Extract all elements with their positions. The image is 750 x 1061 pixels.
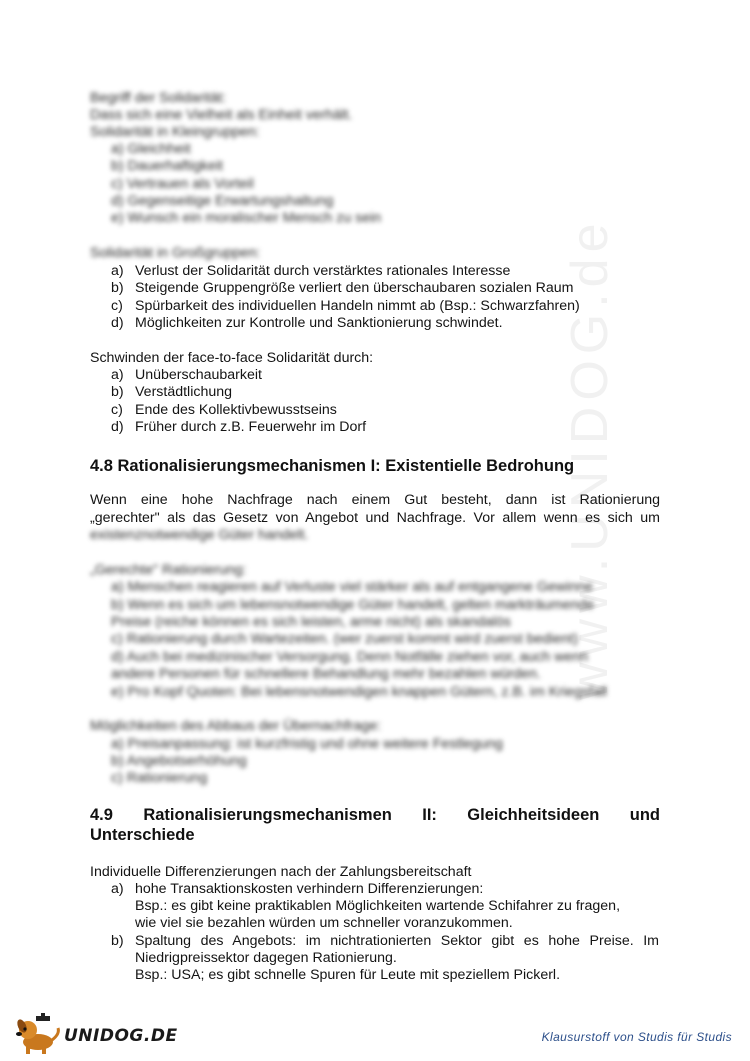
unidog-logo <box>12 1012 178 1056</box>
blurred-list-item: a) Menschen reagieren auf Verluste viel stärker als auf entgangene Gewinne <box>111 579 593 595</box>
blurred-list-item: c) Vertrauen als Vorteil <box>111 176 254 192</box>
blurred-heading: Begriff der Solidarität: <box>90 90 227 106</box>
list-item: b) Spaltung des Angebots: im nichtrationierten Sektor gibt es hohe Preise. Im <box>111 933 659 949</box>
list-item: d) Möglichkeiten zur Kontrolle und Sanktionierung schwindet. <box>111 315 503 331</box>
blurred-text: existenznotwendige Güter handelt. <box>90 527 309 543</box>
blurred-list-item: a) Gleichheit <box>111 141 191 157</box>
blurred-list-item: c) Rationierung durch Wartezeiten. (wer zuerst kommt wird zuerst bedient) <box>111 631 579 647</box>
list-item: b) Steigende Gruppengröße verliert den überschaubaren sozialen Raum <box>111 280 574 296</box>
blurred-heading: „Gerechte" Rationierung: <box>90 562 247 578</box>
blurred-list-item: b) Angebotserhöhung <box>111 753 247 769</box>
blurred-list-item: b) Wenn es sich um lebensnotwendige Güter handelt, gelten markträumende <box>111 597 595 613</box>
logo-text: UNIDOG.DE <box>64 1026 178 1046</box>
paragraph-line: „gerechter" als das Gesetz von Angebot und Nachfrage. Vor allem wenn es sich um <box>90 510 660 526</box>
list-item: c) Ende des Kollektivbewusstseins <box>111 402 337 418</box>
list-item-cont: Niedrigpreissektor dagegen Rationierung. <box>135 950 397 966</box>
paragraph-line: Wenn eine hohe Nachfrage nach einem Gut besteht, dann ist Rationierung <box>90 492 660 508</box>
blurred-heading: Möglichkeiten des Abbaus der Übernachfrage: <box>90 718 382 734</box>
blurred-heading: Solidarität in Großgruppen: <box>90 245 261 261</box>
footer-tagline: Klausurstoff von Studis für Studis <box>541 1030 732 1044</box>
list-item: a) Verlust der Solidarität durch verstärktes rationales Interesse <box>111 263 511 279</box>
blurred-list-item: d) Gegenseitige Erwartungshaltung <box>111 193 334 209</box>
blurred-list-item: b) Dauerhaftigkeit <box>111 158 223 174</box>
list-item-example: Bsp.: es gibt keine praktikablen Möglichkeiten wartende Schifahrer zu fragen, <box>135 898 621 914</box>
list-heading: Schwinden der face-to-face Solidarität durch: <box>90 350 374 366</box>
list-item: a) Unüberschaubarkeit <box>111 367 262 383</box>
list-item-example: Bsp.: USA; es gibt schnelle Spuren für Leute mit speziellem Pickerl. <box>135 967 561 983</box>
blurred-list-item: d) Auch bei medizinischer Versorgung. Denn Notfälle ziehen vor, auch wenn <box>111 649 589 665</box>
list-item-example: wie viel sie bezahlen würden um schneller voranzukommen. <box>135 915 513 931</box>
blurred-text: Dass sich eine Vielheit als Einheit verhält. <box>90 107 353 123</box>
dog-mascot-icon <box>12 1012 68 1056</box>
section-heading: 4.9 Rationalisierungsmechanismen II: Gleichheitsideen und <box>90 806 660 824</box>
section-heading-cont: Unterschiede <box>90 826 195 844</box>
blurred-list-item: c) Rationierung <box>111 770 208 786</box>
list-item: c) Spürbarkeit des individuellen Handeln nimmt ab (Bsp.: Schwarzfahren) <box>111 298 580 314</box>
blurred-list-item: e) Wunsch ein moralischer Mensch zu sein <box>111 210 382 226</box>
list-item: b) Verstädtlichung <box>111 384 233 400</box>
watermark: www.UNIDOG.de <box>561 217 619 700</box>
blurred-list-item: Preise (reiche können es sich leisten, arme nicht) als skandalös <box>111 614 511 630</box>
blurred-list-item: andere Personen für schnellere Behandlung mehr bezahlen würden. <box>111 666 541 682</box>
list-item: d) Früher durch z.B. Feuerwehr im Dorf <box>111 419 367 435</box>
blurred-heading: Solidarität in Kleingruppen: <box>90 124 260 140</box>
blurred-list-item: a) Preisanpassung: ist kurzfristig und ohne weitere Festlegung <box>111 736 503 752</box>
blurred-list-item: e) Pro Kopf Quoten: Bei lebensnotwendigen knappen Gütern, z.B. im Kriegsfall <box>111 684 608 700</box>
list-heading: Individuelle Differenzierungen nach der Zahlungsbereitschaft <box>90 864 472 880</box>
list-item: a) hohe Transaktionskosten verhindern Differenzierungen: <box>111 881 484 897</box>
section-heading: 4.8 Rationalisierungsmechanismen I: Existentielle Bedrohung <box>90 457 575 475</box>
